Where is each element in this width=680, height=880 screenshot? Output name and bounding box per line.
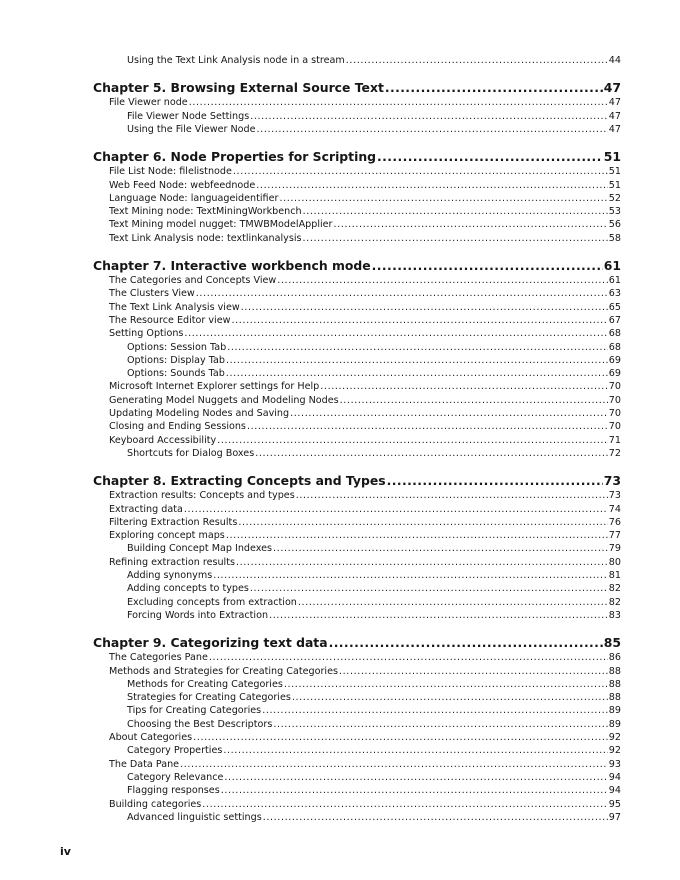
toc-entry[interactable] <box>109 96 621 109</box>
dot-leader <box>340 394 608 407</box>
dot-leader <box>180 758 608 771</box>
toc-entry[interactable] <box>127 678 621 691</box>
toc-entry-title: Text Mining node: TextMiningWorkbench <box>109 206 302 218</box>
toc-entry-page: 73 <box>603 473 621 489</box>
toc-entry-title: Updating Modeling Nodes and Saving <box>109 408 290 419</box>
toc-entry-title: Strategies for Creating Categories <box>127 692 291 704</box>
dot-leader <box>303 205 608 218</box>
toc-entry-title: File Viewer Node Settings <box>127 110 250 122</box>
toc-entry[interactable] <box>109 407 621 420</box>
toc-entry-title: Exploring concept maps <box>109 530 225 542</box>
toc-entry-title: Microsoft Internet Explorer settings for Help <box>109 381 320 393</box>
toc-entry-title: Generating Model Nuggets and Modeling Nodes <box>109 394 339 406</box>
dot-leader <box>269 609 608 622</box>
toc-entry-page: 88 <box>608 665 621 677</box>
dot-leader <box>226 367 608 380</box>
dot-leader <box>196 287 608 300</box>
toc-entry-title: Options: Display Tab <box>127 354 225 366</box>
toc-entry-page: 65 <box>608 301 621 313</box>
toc-entry[interactable] <box>109 327 621 340</box>
toc-entry-page: 44 <box>608 55 621 66</box>
dot-leader <box>184 327 607 340</box>
toc-entry-page: 81 <box>608 570 621 581</box>
toc-entry-title: Shortcuts for Dialog Boxes <box>127 447 255 459</box>
toc-entry-page: 97 <box>608 811 621 823</box>
toc-chapter-entry[interactable] <box>93 258 621 274</box>
toc-entry[interactable] <box>109 192 621 205</box>
toc-entry-title: Adding synonyms <box>127 570 213 581</box>
toc-entry-page: 53 <box>608 206 621 218</box>
toc-entry-title: Chapter 9. Categorizing text data <box>93 635 328 651</box>
toc-entry[interactable] <box>127 367 621 380</box>
toc-entry[interactable] <box>109 218 621 231</box>
toc-entry-page: 89 <box>608 718 621 730</box>
dot-leader <box>377 149 603 165</box>
dot-leader <box>247 420 608 433</box>
toc-entry-title: Flagging responses <box>127 785 220 797</box>
toc-entry[interactable] <box>127 718 621 731</box>
toc-entry-title: Extraction results: Concepts and types <box>109 490 295 502</box>
toc-entry-page: 82 <box>608 596 621 608</box>
dot-leader <box>346 54 608 67</box>
toc-entry[interactable] <box>109 232 621 245</box>
dot-leader <box>224 771 607 784</box>
toc-entry-title: The Resource Editor view <box>109 314 231 326</box>
toc-entry-title: Chapter 8. Extracting Concepts and Types <box>93 473 386 489</box>
toc-entry-page: 71 <box>608 434 621 446</box>
toc-entry-title: Building Concept Map Indexes <box>127 543 273 555</box>
dot-leader <box>296 489 608 502</box>
dot-leader <box>329 635 603 651</box>
toc-entry-page: 76 <box>608 516 621 528</box>
toc-entry-page: 69 <box>608 354 621 366</box>
toc-entry-page: 56 <box>608 219 621 231</box>
toc-entry-title: Options: Session Tab <box>127 341 227 353</box>
toc-entry-page: 79 <box>608 543 621 555</box>
toc-entry-page: 68 <box>608 341 621 353</box>
toc-entry[interactable] <box>127 596 621 609</box>
dot-leader <box>213 569 608 582</box>
toc-entry-title: About Categories <box>109 732 193 743</box>
toc-entry[interactable] <box>109 179 621 192</box>
toc-entry[interactable] <box>127 609 621 622</box>
toc-entry[interactable] <box>109 287 621 300</box>
toc-entry[interactable] <box>109 665 621 678</box>
toc-chapter-entry[interactable] <box>93 149 621 165</box>
toc-entry-page: 70 <box>608 408 621 419</box>
toc-entry-page: 88 <box>608 692 621 704</box>
toc-entry-title: Tips for Creating Categories <box>127 705 262 717</box>
dot-leader <box>227 341 608 354</box>
toc-entry-title: Excluding concepts from extraction <box>127 596 297 608</box>
toc-entry-title: Chapter 5. Browsing External Source Text <box>93 80 384 96</box>
toc-entry-page: 52 <box>608 192 621 204</box>
toc-entry-title: Methods and Strategies for Creating Categories <box>109 665 338 677</box>
toc-entry-page: 51 <box>608 179 621 191</box>
toc-entry-page: 86 <box>608 652 621 664</box>
toc-entry-title: Web Feed Node: webfeednode <box>109 179 256 191</box>
dot-leader <box>277 274 608 287</box>
toc-entry-page: 95 <box>608 798 621 810</box>
toc-entry[interactable] <box>109 529 621 542</box>
toc-entry-page: 74 <box>608 503 621 515</box>
toc-entry[interactable] <box>127 447 621 460</box>
dot-leader <box>193 731 608 744</box>
toc-entry[interactable] <box>127 771 621 784</box>
dot-leader <box>238 516 607 529</box>
toc-entry-page: 85 <box>603 635 621 651</box>
toc-entry-title: The Clusters View <box>109 288 195 300</box>
toc-entry[interactable] <box>109 314 621 327</box>
toc-entry[interactable] <box>127 569 621 582</box>
toc-entry-title: Options: Sounds Tab <box>127 368 225 380</box>
toc-entry-page: 93 <box>608 758 621 770</box>
toc-entry[interactable] <box>127 123 621 136</box>
toc-entry-page: 77 <box>608 530 621 542</box>
dot-leader <box>273 542 608 555</box>
dot-leader <box>273 718 607 731</box>
toc-entry[interactable] <box>109 503 621 516</box>
dot-leader <box>256 179 608 192</box>
toc-entry[interactable] <box>109 556 621 569</box>
toc-entry-page: 82 <box>608 583 621 595</box>
toc-entry-title: Chapter 6. Node Properties for Scripting <box>93 149 377 165</box>
dot-leader <box>189 96 608 109</box>
dot-leader <box>279 192 607 205</box>
dot-leader <box>226 354 608 367</box>
toc-entry-page: 80 <box>608 556 621 568</box>
toc-entry-title: Language Node: languageidentifier <box>109 192 279 204</box>
toc-entry[interactable] <box>109 651 621 664</box>
toc-entry-page: 70 <box>608 421 621 433</box>
toc-entry-title: Choosing the Best Descriptors <box>127 718 273 730</box>
toc-entry-title: Closing and Ending Sessions <box>109 421 246 433</box>
dot-leader <box>226 529 608 542</box>
toc-entry-page: 88 <box>608 678 621 690</box>
toc-entry[interactable] <box>109 516 621 529</box>
toc-entry-page: 70 <box>608 394 621 406</box>
dot-leader <box>223 744 607 757</box>
toc-entry-title: Filtering Extraction Results <box>109 516 238 528</box>
toc-entry[interactable] <box>127 354 621 367</box>
toc-entry[interactable] <box>109 394 621 407</box>
toc-entry[interactable] <box>109 731 621 744</box>
toc-chapter-entry[interactable] <box>93 80 621 96</box>
toc-entry-page: 69 <box>608 368 621 380</box>
toc-entry-title: Category Properties <box>127 745 223 757</box>
toc-entry-page: 94 <box>608 771 621 783</box>
toc-entry-title: Using the Text Link Analysis node in a stream <box>127 55 345 66</box>
dot-leader <box>372 258 603 274</box>
toc-entry[interactable] <box>109 758 621 771</box>
toc-chapter-entry[interactable] <box>93 473 621 489</box>
dot-leader <box>292 691 608 704</box>
dot-leader <box>209 651 608 664</box>
toc-entry-page: 67 <box>608 314 621 326</box>
dot-leader <box>334 218 608 231</box>
toc-entry[interactable] <box>109 420 621 433</box>
toc-entry-title: File List Node: filelistnode <box>109 166 232 178</box>
dot-leader <box>290 407 608 420</box>
dot-leader <box>217 434 608 447</box>
toc-entry-page: 94 <box>608 785 621 797</box>
dot-leader <box>233 165 608 178</box>
dot-leader <box>250 582 608 595</box>
toc-entry-page: 61 <box>603 258 621 273</box>
toc-entry-page: 47 <box>608 110 621 122</box>
toc-entry-page: 73 <box>608 490 621 502</box>
toc-entry-title: Category Relevance <box>127 771 224 783</box>
toc-entry-page: 51 <box>603 149 621 165</box>
toc-chapter-entry[interactable] <box>93 635 621 651</box>
toc-entry-page: 68 <box>608 328 621 340</box>
toc-entry[interactable] <box>109 489 621 502</box>
toc-entry[interactable] <box>109 301 621 314</box>
dot-leader <box>262 704 608 717</box>
toc-entry[interactable] <box>109 205 621 218</box>
toc-entry-title: Methods for Creating Categories <box>127 678 283 690</box>
dot-leader <box>320 380 608 393</box>
dot-leader <box>241 301 608 314</box>
toc-entry[interactable] <box>109 434 621 447</box>
toc-entry-title: Forcing Words into Extraction <box>127 609 269 621</box>
toc-entry-page: 92 <box>608 745 621 757</box>
toc-entry-page: 47 <box>603 80 621 96</box>
toc-entry-title: The Categories Pane <box>109 652 208 664</box>
toc-entry-page: 61 <box>608 275 621 286</box>
toc-entry-title: Building categories <box>109 798 202 810</box>
toc-entry[interactable] <box>109 274 621 287</box>
toc-entry[interactable] <box>127 542 621 555</box>
toc-entry[interactable] <box>127 341 621 354</box>
toc-entry[interactable] <box>127 811 621 824</box>
toc-entry-title: The Categories and Concepts View <box>109 275 277 286</box>
toc-entry-title: Refining extraction results <box>109 556 235 568</box>
page-number: iv <box>60 845 71 858</box>
toc-entry-page: 47 <box>608 97 621 109</box>
toc-entry[interactable] <box>109 380 621 393</box>
dot-leader <box>298 596 608 609</box>
dot-leader <box>263 811 608 824</box>
toc-entry-title: Advanced linguistic settings <box>127 811 262 823</box>
toc-entry[interactable] <box>127 704 621 717</box>
toc-entry-title: Text Mining model nugget: TMWBModelApplier <box>109 219 333 231</box>
toc-entry-page: 70 <box>608 381 621 393</box>
dot-leader <box>257 123 608 136</box>
toc-entry-title: Chapter 7. Interactive workbench mode <box>93 258 371 273</box>
toc-entry[interactable] <box>127 784 621 797</box>
dot-leader <box>250 110 608 123</box>
toc-entry-title: The Text Link Analysis view <box>109 301 240 313</box>
toc-entry-page: 92 <box>608 732 621 743</box>
toc-entry[interactable] <box>127 582 621 595</box>
dot-leader <box>255 447 608 460</box>
dot-leader <box>284 678 608 691</box>
toc-entry-page: 72 <box>608 447 621 459</box>
toc-entry-title: Extracting data <box>109 503 183 515</box>
toc-entry-title: Setting Options <box>109 328 184 340</box>
toc-entry[interactable] <box>109 165 621 178</box>
toc-entry-page: 58 <box>608 232 621 244</box>
dot-leader <box>236 556 608 569</box>
dot-leader <box>202 798 608 811</box>
dot-leader <box>387 473 603 489</box>
dot-leader <box>231 314 607 327</box>
toc-entry-title: Text Link Analysis node: textlinkanalysis <box>109 232 302 244</box>
toc-entry-title: File Viewer node <box>109 97 188 109</box>
toc-entry[interactable] <box>127 691 621 704</box>
toc-entry-page: 51 <box>608 166 621 178</box>
toc-entry[interactable] <box>127 110 621 123</box>
toc-entry-page: 47 <box>608 123 621 135</box>
dot-leader <box>184 503 608 516</box>
dot-leader <box>339 665 608 678</box>
toc-entry-title: Using the File Viewer Node <box>127 123 256 135</box>
toc-entry-page: 89 <box>608 705 621 717</box>
toc-entry-title: Adding concepts to types <box>127 583 249 595</box>
toc-entry[interactable] <box>127 744 621 757</box>
toc-entry[interactable] <box>127 54 621 67</box>
dot-leader <box>221 784 608 797</box>
toc-entry-page: 63 <box>608 288 621 300</box>
toc-entry-title: Keyboard Accessibility <box>109 434 217 446</box>
dot-leader <box>385 80 603 96</box>
toc-entry[interactable] <box>109 798 621 811</box>
toc-entry-page: 83 <box>608 609 621 621</box>
toc-entry-title: The Data Pane <box>109 758 180 770</box>
dot-leader <box>303 232 608 245</box>
